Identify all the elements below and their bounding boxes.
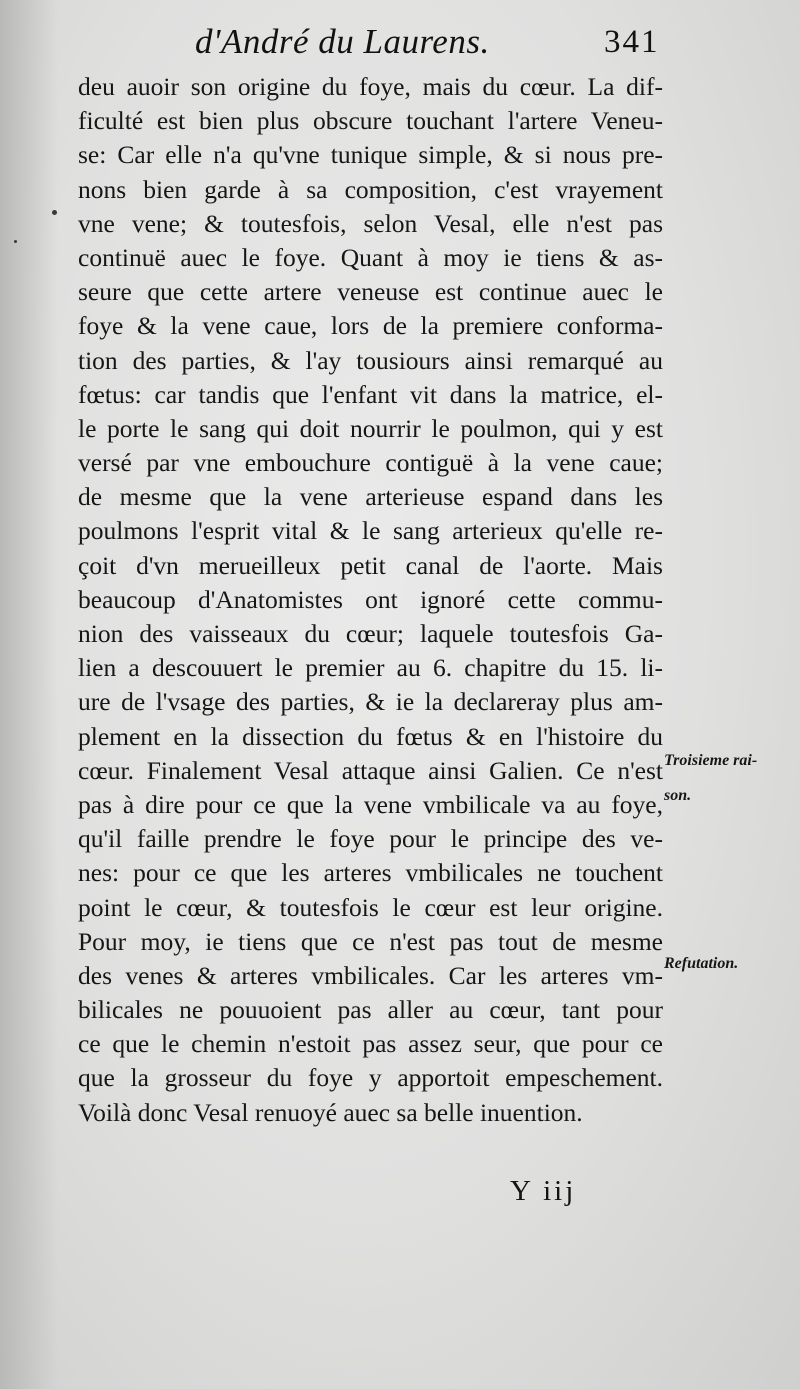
text-line: nons bien garde à sa composition, c'est vrayement (78, 174, 663, 204)
text-line: poulmons l'esprit vital & le sang arterieux qu'elle re- (78, 516, 663, 546)
margin-note-third-reason-cont: son. (664, 787, 692, 804)
text-line: çoit d'vn merueilleux petit canal de l'aorte. Mais (78, 550, 663, 580)
text-line: cœur. Finalement Vesal attaque ainsi Galien. Ce n'est (78, 755, 663, 785)
text-line: deu auoir son origine du foye, mais du cœur. La dif- (78, 72, 663, 101)
ink-speck (14, 240, 17, 243)
text-line: se: Car elle n'a qu'vne tunique simple, & si nous pre- (78, 140, 663, 170)
page-number: 341 (604, 24, 660, 60)
text-line: Voilà donc Vesal renuoyé auec sa belle inuention. (78, 1097, 583, 1127)
text-line: nion des vaisseaux du cœur; laquele toutesfois Ga- (78, 619, 663, 648)
text-line: plement en la dissection du fœtus & en l'histoire du (78, 721, 663, 751)
text-line: continuë auec le foye. Quant à moy ie tiens & as- (78, 242, 663, 272)
ink-speck (52, 210, 57, 215)
text-line: versé par vne embouchure contiguë à la vene caue; (78, 448, 663, 478)
margin-note-third-reason: Troisieme rai- (664, 752, 758, 769)
margin-note-refutation: Refutation. (664, 955, 739, 972)
text-line: beaucoup d'Anatomistes ont ignoré cette commu- (78, 584, 663, 614)
text-line: fœtus: car tandis que l'enfant vit dans la matrice, el- (78, 379, 663, 409)
text-line: lien a descouuert le premier au 6. chapitre du 15. li- (78, 653, 663, 683)
text-line: bilicales ne pouuoient pas aller au cœur, tant pour (78, 995, 663, 1025)
gutter-shadow (0, 0, 58, 1389)
page-header (0, 16, 800, 66)
text-line: des venes & arteres vmbilicales. Car les arteres vm- (78, 960, 663, 990)
text-line: vne vene; & toutesfois, selon Vesal, elle n'est pas (78, 208, 663, 238)
running-head: d'André du Laurens. (195, 22, 490, 61)
text-line: seure que cette artere veneuse est continue auec le (78, 277, 663, 307)
text-line: ce que le chemin n'estoit pas assez seur, que pour ce (78, 1029, 663, 1059)
text-line: que la grosseur du foye y apportoit empeschement. (78, 1063, 663, 1093)
text-line: Pour moy, ie tiens que ce n'est pas tout de mesme (78, 926, 663, 956)
text-line: de mesme que la vene arterieuse espand dans les (78, 482, 663, 512)
text-line: le porte le sang qui doit nourrir le poulmon, qui y est (78, 413, 663, 443)
text-line: ure de l'vsage des parties, & ie la declareray plus am- (78, 687, 663, 717)
text-line: pas à dire pour ce que la vene vmbilicale va au foye, (78, 789, 663, 819)
text-line: point le cœur, & toutesfois le cœur est leur origine. (78, 892, 663, 922)
text-line: ficulté est bien plus obscure touchant l'artere Veneu- (78, 106, 663, 136)
text-line: tion des parties, & l'ay tousiours ainsi remarqué au (78, 345, 663, 375)
body-text (78, 70, 663, 1130)
text-line: foye & la vene caue, lors de la premiere conforma- (78, 311, 663, 341)
text-line: qu'il faille prendre le foye pour le principe des ve- (78, 824, 663, 854)
signature-mark: Y iij (510, 1175, 577, 1207)
text-line: nes: pour ce que les arteres vmbilicales ne touchent (78, 858, 663, 888)
